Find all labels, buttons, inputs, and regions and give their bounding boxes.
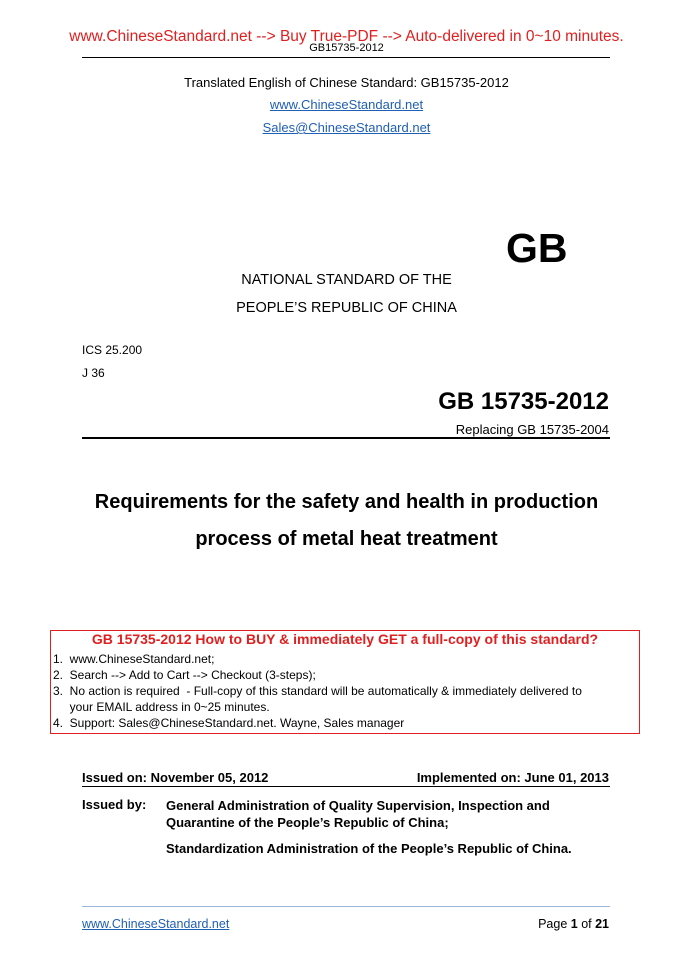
header-divider	[82, 57, 610, 58]
purchase-banner[interactable]: www.ChineseStandard.net --> Buy True-PDF --> Auto-delivered in 0~10 minutes.	[69, 28, 624, 45]
buy-step-1: 1. www.ChineseStandard.net;	[53, 652, 215, 666]
buy-step-3-cont: your EMAIL address in 0~25 minutes.	[53, 700, 270, 714]
issuing-org-1: General Administration of Quality Supervision, Inspection and Quarantine of the People’s Republic of China;	[166, 798, 550, 830]
buy-step-3: 3. No action is required - Full-copy of this standard will be automatically & immediately delivered to	[53, 684, 582, 698]
page-indicator	[0, 917, 609, 931]
website-link-wrap	[0, 97, 693, 112]
email-link-wrap	[0, 120, 693, 135]
website-link[interactable]: www.ChineseStandard.net	[269, 97, 424, 112]
page-prefix: Page	[538, 917, 571, 931]
ics-code: ICS 25.200	[82, 343, 143, 357]
buy-step-4: 4. Support: Sales@ChineseStandard.net. Wayne, Sales manager	[53, 716, 405, 730]
footer-divider	[82, 906, 610, 907]
page-number: 1	[570, 917, 578, 931]
dates-divider	[82, 786, 610, 787]
gb-mark: GB	[506, 225, 568, 271]
page-of: of	[577, 917, 596, 931]
buy-box-title: GB 15735-2012 How to BUY & immediately GET a full-copy of this standard?	[91, 631, 599, 647]
header-standard-code: GB15735-2012	[309, 42, 384, 54]
issuing-org-2: Standardization Administration of the People’s Republic of China.	[166, 841, 572, 856]
document-title-line1: Requirements for the safety and health in production	[94, 491, 599, 513]
issued-by-label: Issued by:	[82, 797, 147, 812]
title-divider	[82, 437, 610, 439]
document-title-line2: process of metal heat treatment	[195, 528, 498, 550]
buy-step-2: 2. Search --> Add to Cart --> Checkout (3-steps);	[53, 668, 316, 682]
issued-on-date: Issued on: November 05, 2012	[82, 770, 269, 785]
j-code: J 36	[82, 366, 105, 380]
page-total: 21	[595, 917, 609, 931]
implemented-on-date: Implemented on: June 01, 2013	[416, 770, 609, 785]
national-standard-line2: PEOPLE’S REPUBLIC OF CHINA	[236, 300, 457, 316]
email-link[interactable]: Sales@ChineseStandard.net	[262, 120, 431, 135]
translated-line: Translated English of Chinese Standard: GB15735-2012	[184, 75, 509, 90]
footer-website-link[interactable]: www.ChineseStandard.net	[82, 917, 230, 931]
replacing-note: Replacing GB 15735-2004	[455, 422, 609, 437]
standard-number: GB 15735-2012	[438, 388, 609, 415]
national-standard-line1: NATIONAL STANDARD OF THE	[241, 272, 452, 288]
